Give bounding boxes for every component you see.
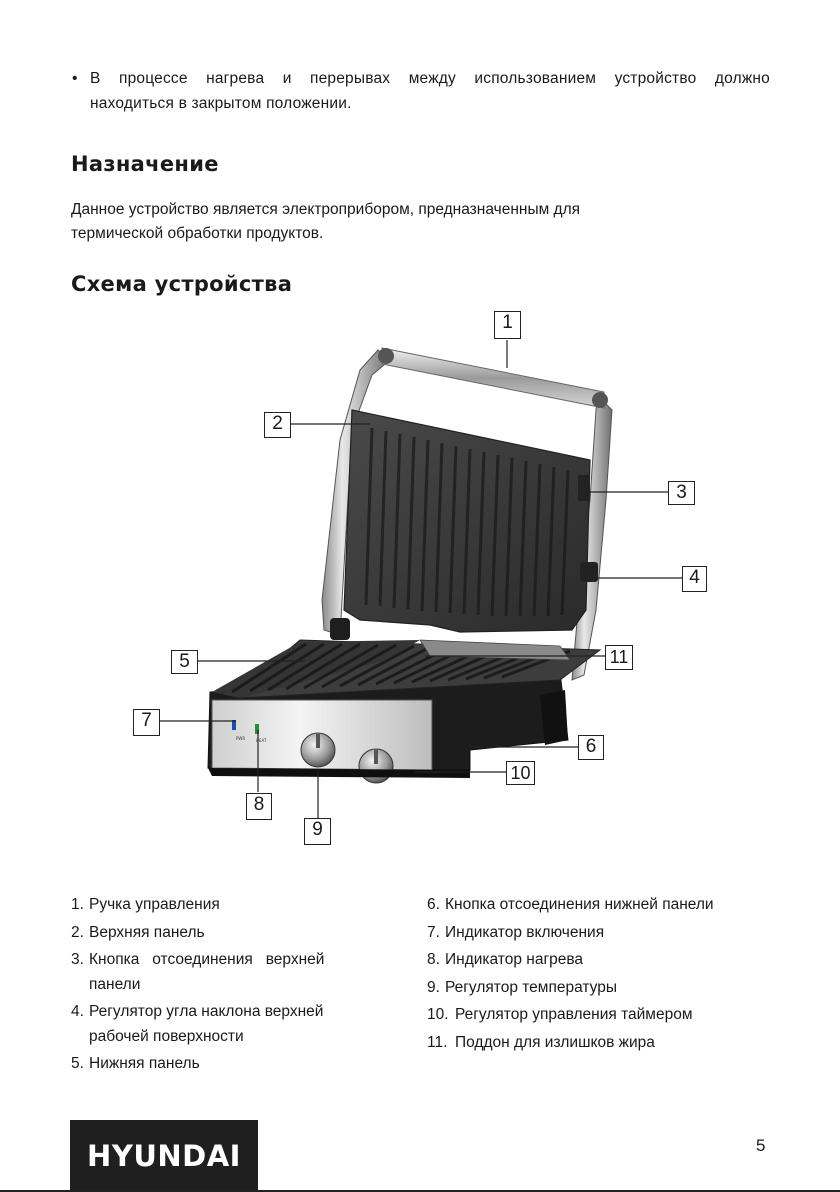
list-item-number: 3. (71, 951, 84, 968)
list-item-label: Нижняя панель (89, 1055, 200, 1072)
callout-1: 1 (494, 311, 521, 339)
list-item (427, 921, 787, 946)
list-item-number: 5. (71, 1055, 84, 1072)
list-item-label: Регулятор угла наклона верхней (89, 1003, 324, 1020)
list-item-number: 8. (427, 951, 440, 968)
list-item-label: Кнопка отсоединения нижней панели (445, 896, 714, 913)
callout-3: 3 (668, 481, 695, 505)
list-item-number: 6. (427, 896, 440, 913)
page-number: 5 (756, 1136, 766, 1155)
list-item-number: 2. (71, 923, 84, 941)
list-item-number: 4. (71, 1003, 84, 1020)
purpose-heading: Назначение (71, 152, 219, 176)
list-item-number: 11. (427, 1033, 448, 1051)
list-item-label: Верхняя панель (89, 923, 205, 941)
list-item-label: Ручка управления (89, 896, 220, 913)
list-item-number: 9. (427, 978, 440, 996)
callout-4: 4 (682, 566, 707, 592)
callout-7: 7 (133, 709, 160, 736)
list-item-label: Регулятор температуры (445, 978, 617, 996)
parts-list-left (71, 893, 367, 1077)
intro-bullet-marker: • (72, 70, 78, 87)
callout-6: 6 (578, 735, 604, 760)
callout-5: 5 (171, 650, 198, 674)
list-item-label: Регулятор управления таймером (455, 1006, 693, 1023)
scheme-heading: Схема устройства (71, 272, 293, 296)
list-item-number: 1. (71, 896, 84, 913)
list-item-number: 10. (427, 1006, 449, 1023)
list-item-number: 7. (427, 923, 440, 941)
list-item (427, 976, 787, 1001)
list-item (71, 948, 367, 997)
list-item (427, 1031, 787, 1056)
callout-2: 2 (264, 412, 291, 438)
parts-list-right (427, 893, 787, 1055)
grill-illustration (0, 300, 840, 860)
svg-text:HEAT: HEAT (256, 738, 267, 743)
brand-logo (70, 1120, 258, 1192)
svg-text:PWR: PWR (236, 736, 246, 741)
brand-logo-text: HYUNDAI (87, 1139, 241, 1173)
list-item (427, 1003, 787, 1028)
list-item (427, 948, 787, 973)
purpose-text-line-2: термической обработки продуктов. (71, 225, 324, 242)
list-item (71, 1052, 367, 1077)
list-item (71, 893, 367, 918)
list-item-label-cont: панели (89, 975, 141, 993)
callout-9: 9 (304, 818, 331, 845)
callout-8: 8 (246, 793, 272, 820)
intro-text-line-2: находиться в закрытом положении. (90, 95, 352, 112)
list-item-label: Индикатор включения (445, 923, 605, 941)
list-item (427, 893, 787, 918)
list-item-label: Кнопка отсоединения верхней (89, 951, 325, 968)
list-item-label-cont: рабочей поверхности (89, 1027, 244, 1045)
intro-text-line-1: В процессе нагрева и перерывах между использованием устройство должно (90, 70, 770, 87)
list-item (71, 921, 367, 946)
callout-11: 11 (605, 645, 633, 670)
callout-10: 10 (506, 761, 535, 785)
list-item-label: Индикатор нагрева (445, 951, 584, 968)
list-item-label: Поддон для излишков жира (455, 1033, 655, 1051)
list-item (71, 1000, 367, 1049)
purpose-text-line-1: Данное устройство является электроприбором, предназначенным для (71, 201, 581, 218)
